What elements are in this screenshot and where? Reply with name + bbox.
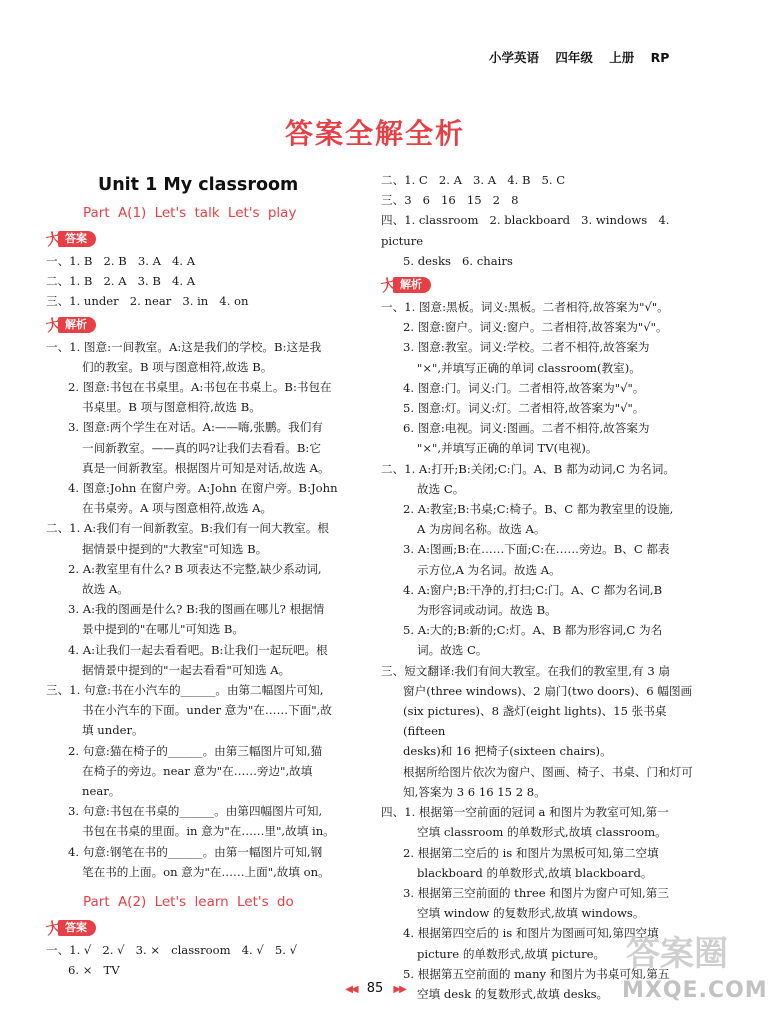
text-line: 据情景中提到的"大教室"可知选 B。 bbox=[82, 541, 268, 556]
text-line: 一、1. 图意:黑板。词义:黑板。二者相符,故答案为"√"。 bbox=[381, 300, 669, 315]
text-line: desks)和 16 把椅子(sixteen chairs)。 bbox=[403, 744, 612, 759]
text-line: 2. 根据第二空后的 is 和图片为黑板可知,第二空填 bbox=[403, 845, 659, 860]
text-line: 5. A:大的;B:新的;C:灯。A、B 都为形容词,C 为名 bbox=[403, 623, 663, 638]
header-volume: 上册 bbox=[609, 50, 635, 65]
part-a2-heading: Part A(2) Let's learn Let's do bbox=[83, 894, 294, 911]
right-column bbox=[381, 170, 706, 1004]
text-line: 二、1. A:打开;B:关闭;C:门。A、B 都为动词,C 为名词。 bbox=[381, 461, 675, 476]
page-title: 答案全解全析 bbox=[284, 117, 465, 150]
text-line: 书包在书桌的里面。in 意为"在……里",故填 in。 bbox=[82, 824, 335, 839]
text-line: 词。故选 C。 bbox=[417, 643, 488, 658]
answer-badge-label: 答案 bbox=[58, 231, 96, 247]
watermark-text-en: MXQE.COM bbox=[622, 978, 768, 1003]
text-line: 知,答案为 3 6 16 15 2 8。 bbox=[403, 784, 546, 799]
text-line: 6. × TV bbox=[68, 963, 120, 978]
text-line: 2. A:教室;B:书桌;C:椅子。B、C 都为教室里的设施, bbox=[403, 502, 674, 517]
text-line: 示方位,A 为名词。故选 A。 bbox=[417, 562, 561, 577]
text-line: 4. 句意:钢笔在书的______。由第一幅图片可知,钢 bbox=[68, 844, 323, 859]
text-line: (six pictures)、8 盏灯(eight lights)、15 张书桌(fifteen bbox=[403, 704, 667, 739]
text-line: 四、1. classroom 2. blackboard 3. windows 4. picture bbox=[381, 213, 674, 248]
text-line: 2. 句意:猫在椅子的______。由第三幅图片可知,猫 bbox=[68, 743, 323, 758]
analysis-badge bbox=[46, 315, 361, 335]
text-line: 2. A:教室里有什么? B 项表达不完整,缺少系动词, bbox=[68, 561, 322, 576]
page-number: 85 bbox=[366, 981, 384, 996]
answers-block-1 bbox=[46, 251, 361, 312]
answers-block-right bbox=[381, 170, 706, 271]
text-line: 一间新教室。——真的吗?让我们去看看。B:它 bbox=[82, 440, 321, 455]
text-line: 4. A:让我们一起去看看吧。B:让我们一起玩吧。根 bbox=[68, 642, 328, 657]
text-line: 5. 图意:灯。词义:灯。二者相符,故答案为"√"。 bbox=[403, 401, 645, 416]
answer-badge bbox=[46, 229, 361, 249]
text-line: 景中提到的"在哪儿"可知选 B。 bbox=[82, 622, 244, 637]
text-line: "×",并填写正确的单词 TV(电视)。 bbox=[417, 441, 598, 456]
text-line: 3. 图意:两个学生在对话。A:——嗨,张鹏。我们有 bbox=[68, 420, 323, 435]
text-line: 在书桌旁。A 项与图意相符,故选 A。 bbox=[82, 501, 273, 516]
text-line: 2. 图意:书包在书桌里。A:书包在书桌上。B:书包在 bbox=[68, 380, 332, 395]
text-line: 笔在书的上面。on 意为"在……上面",故填 on。 bbox=[82, 864, 330, 879]
part-a1-heading: Part A(1) Let's talk Let's play bbox=[83, 205, 297, 221]
text-line: A 为房间名称。故选 A。 bbox=[417, 522, 546, 537]
text-line: 故选 C。 bbox=[417, 481, 465, 496]
text-line: 3. 图意:教室。词义:学校。二者不相符,故答案为 bbox=[403, 340, 650, 355]
text-line: blackboard 的单数形式,故填 blackboard。 bbox=[417, 865, 653, 880]
prev-arrows-icon: ◀◀ bbox=[345, 984, 357, 995]
analysis-badge-label: 解析 bbox=[58, 317, 96, 333]
analysis-badge-label: 解析 bbox=[393, 277, 431, 293]
text-line: 三、短文翻译:我们有间大教室。在我们的教室里,有 3 扇 bbox=[381, 663, 670, 678]
header-edition: RP bbox=[650, 50, 670, 65]
text-line: 6. 图意:电视。词义:图画。二者不相符,故答案为 bbox=[403, 421, 650, 436]
badge-icon: 大 bbox=[44, 314, 63, 335]
text-line: 书桌里。B 项与图意相符,故选 B。 bbox=[82, 400, 261, 415]
text-line: 4. 图意:门。词义:门。二者相符,故答案为"√"。 bbox=[403, 380, 645, 395]
text-line: 3. 根据第三空前面的 three 和图片为窗户可知,第三 bbox=[403, 885, 669, 900]
text-line: 3. A:图画;B:在……下面;C:在……旁边。B、C 都表 bbox=[403, 542, 670, 557]
text-line: "×",并填写正确的单词 classroom(教室)。 bbox=[417, 360, 641, 375]
analysis-block-left bbox=[46, 337, 361, 882]
text-line: 真是一间新教室。根据图片可知是对话,故选 A。 bbox=[82, 460, 330, 475]
text-line: 根据所给图片依次为窗户、图画、椅子、书桌、门和灯可 bbox=[403, 764, 693, 779]
watermark-logo bbox=[622, 934, 768, 1010]
badge-icon: 大 bbox=[379, 274, 398, 296]
text-line: 窗户(three windows)、2 扇门(two doors)、6 幅图画 bbox=[403, 683, 693, 698]
badge-icon: 大 bbox=[44, 917, 63, 939]
badge-icon: 大 bbox=[44, 228, 63, 250]
text-line: 三、1. 句意:书在小汽车的______。由第二幅图片可知, bbox=[46, 683, 324, 698]
text-line: 三、3 6 16 15 2 8 bbox=[381, 193, 519, 208]
text-line: 二、1. A:我们有一间新教室。B:我们有一间大教室。根 bbox=[46, 521, 329, 536]
text-line: picture 的单数形式,故填 picture。 bbox=[417, 946, 606, 961]
next-arrows-icon: ▶▶ bbox=[393, 984, 405, 995]
text-line: 填 under。 bbox=[82, 723, 144, 738]
answers-block-2 bbox=[46, 940, 361, 980]
text-line: 们的教室。B 项与图意相符,故选 B。 bbox=[82, 359, 273, 374]
text-line: 为形容词或动词。故选 B。 bbox=[417, 603, 557, 618]
text-line: 一、1. 图意:一间教室。A:这是我们的学校。B:这是我 bbox=[46, 339, 322, 354]
text-line: 故选 A。 bbox=[82, 582, 129, 597]
text-line: 空填 desk 的复数形式,故填 desks。 bbox=[417, 986, 609, 1001]
text-line: near。 bbox=[82, 784, 121, 799]
text-line: 空填 window 的复数形式,故填 windows。 bbox=[417, 906, 645, 921]
text-line: 在椅子的旁边。near 意为"在……旁边",故填 bbox=[82, 763, 313, 778]
answer-badge-label: 答案 bbox=[58, 920, 96, 936]
text-line: 一、1. B 2. B 3. A 4. A bbox=[46, 254, 196, 268]
text-line: 4. A:窗户;B:干净的,打扫;C:门。A、C 都为名词,B bbox=[403, 582, 663, 597]
header-grade: 四年级 bbox=[555, 50, 593, 65]
text-line: 一、1. √ 2. √ 3. × classroom 4. √ 5. √ bbox=[46, 943, 297, 958]
text-line: 据情景中提到的"一起去看看"可知选 A。 bbox=[82, 662, 291, 677]
text-line: 4. 图意:John 在窗户旁。A:John 在窗户旁。B:John bbox=[68, 481, 338, 496]
text-line: 4. 根据第四空后的 is 和图片为图画可知,第四空填 bbox=[403, 926, 659, 941]
text-line: 三、1. under 2. near 3. in 4. on bbox=[46, 294, 249, 309]
text-line: 3. A:我的图画是什么? B:我的图画在哪儿? 根据情 bbox=[68, 602, 325, 617]
unit-title: Unit 1 My classroom bbox=[98, 175, 299, 195]
text-line: 书在小汽车的下面。under 意为"在……下面",故 bbox=[82, 703, 332, 718]
text-line: 2. 图意:窗户。词义:窗户。二者相符,故答案为"√"。 bbox=[403, 320, 668, 335]
answer-badge bbox=[46, 918, 361, 938]
watermark-text-cn: 答案圈 bbox=[626, 934, 728, 974]
header-subject: 小学英语 bbox=[489, 50, 540, 65]
page-header bbox=[489, 48, 739, 68]
text-line: 空填 classroom 的单数形式,故填 classroom。 bbox=[417, 825, 667, 840]
text-line: 5. desks 6. chairs bbox=[403, 253, 513, 268]
text-line: 5. 根据第五空前面的 many 和图片为书桌可知,第五 bbox=[403, 966, 670, 981]
text-line: 3. 句意:书包在书桌的______。由第四幅图片可知, bbox=[68, 804, 323, 819]
analysis-block-right bbox=[381, 297, 706, 1004]
text-line: 二、1. B 2. A 3. B 4. A bbox=[46, 274, 196, 289]
analysis-badge bbox=[381, 275, 706, 295]
text-line: 四、1. 根据第一空前面的冠词 a 和图片为教室可知,第一 bbox=[381, 805, 669, 820]
text-line: 二、1. C 2. A 3. A 4. B 5. C bbox=[381, 173, 566, 187]
left-column bbox=[46, 170, 361, 981]
